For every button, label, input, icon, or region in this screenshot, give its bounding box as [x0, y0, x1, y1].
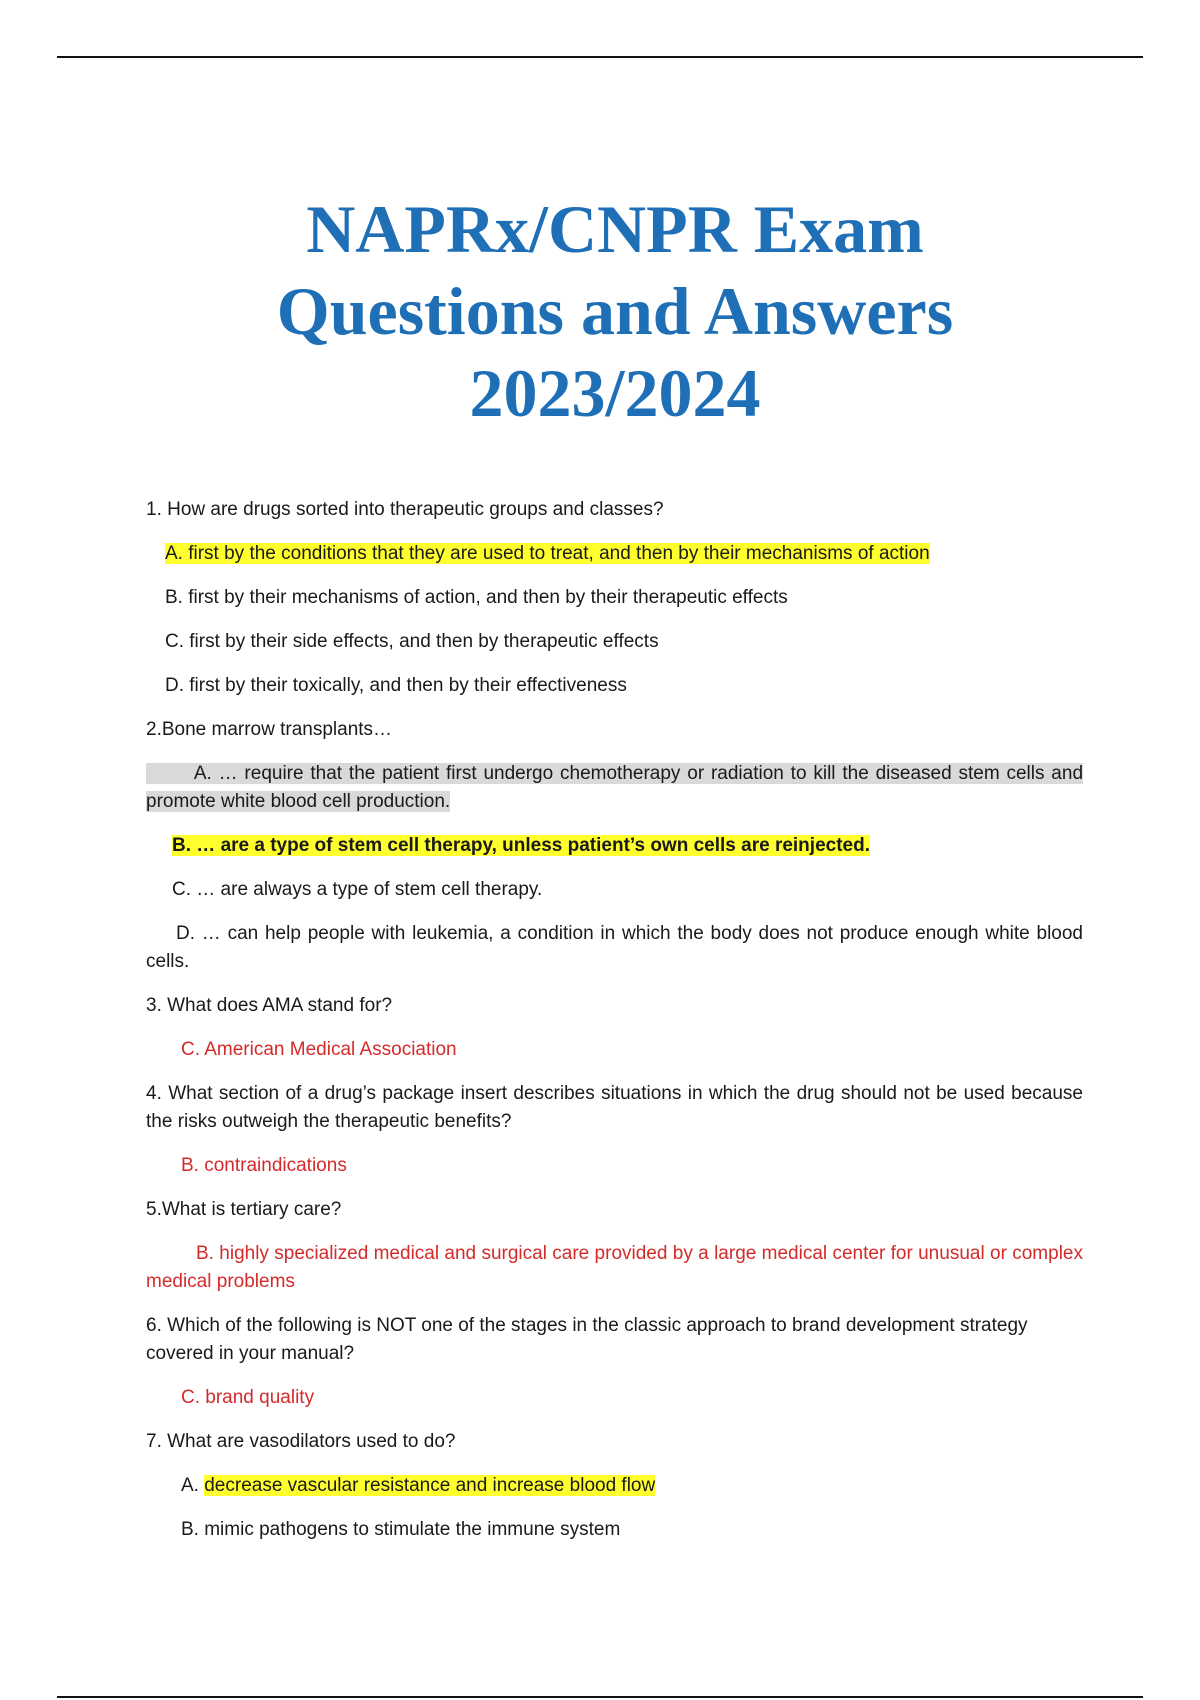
question-6: 6. Which of the following is NOT one of the stages in the classic approach to brand development strategy covered in your manual?	[146, 1315, 1028, 1364]
q1-option-a	[146, 540, 1083, 568]
q6-answer: C. brand quality	[181, 1387, 315, 1408]
question-7: 7. What are vasodilators used to do?	[146, 1431, 456, 1452]
question-5: 5.What is tertiary care?	[146, 1199, 342, 1220]
q2-option-b	[146, 832, 1083, 860]
q2-option-a-highlight	[146, 763, 1083, 812]
q2-option-b-prefix: B. …	[172, 835, 221, 856]
bottom-rule	[57, 1696, 1143, 1698]
q1-option-c: C. first by their side effects, and then by therapeutic effects	[165, 631, 659, 652]
question-3: 3. What does AMA stand for?	[146, 995, 393, 1016]
title-line-3: 2023/2024	[469, 355, 761, 431]
question-2: 2.Bone marrow transplants…	[146, 719, 393, 740]
q2-option-a-text: A. … require that the patient first undergo chemotherapy or radiation to kill the diseased stem cells and promote white blood cell production.	[146, 763, 1084, 812]
q7-option-a-text: decrease vascular resistance and increase blood flow	[204, 1475, 656, 1496]
q1-option-b: B. first by their mechanisms of action, and then by their therapeutic effects	[165, 587, 788, 608]
document-title	[0, 188, 1200, 434]
question-4: 4. What section of a drug’s package insert describes situations in which the drug should not be used because the risks outweigh the therapeutic benefits?	[146, 1083, 1083, 1132]
title-line-2: Questions and Answers	[276, 273, 954, 349]
q2-option-c: C. … are always a type of stem cell therapy.	[172, 879, 543, 900]
q7-option-a	[146, 1472, 1083, 1500]
q4-answer: B. contraindications	[181, 1155, 347, 1176]
q2-option-b-text: are a type of stem cell therapy, unless patient’s own cells are reinjected.	[220, 835, 870, 856]
top-rule	[57, 56, 1143, 58]
title-line-1: NAPRx/CNPR Exam	[306, 191, 924, 267]
q2-option-a	[146, 760, 1083, 816]
q1-option-d: D. first by their toxically, and then by their effectiveness	[165, 675, 627, 696]
question-list	[146, 496, 1083, 1560]
q5-answer: B. highly specialized medical and surgical care provided by a large medical center for unusual or complex medical problems	[146, 1243, 1083, 1292]
q7-option-b: B. mimic pathogens to stimulate the immune system	[181, 1519, 621, 1540]
q2-option-d: D. … can help people with leukemia, a condition in which the body does not produce enough white blood cells.	[146, 923, 1083, 972]
q7-option-a-prefix: A.	[181, 1475, 205, 1496]
q3-answer: C. American Medical Association	[181, 1039, 457, 1060]
question-1: 1. How are drugs sorted into therapeutic groups and classes?	[146, 499, 664, 520]
q1-option-a-highlight: A. first by the conditions that they are used to treat, and then by their mechanisms of action	[165, 543, 930, 564]
